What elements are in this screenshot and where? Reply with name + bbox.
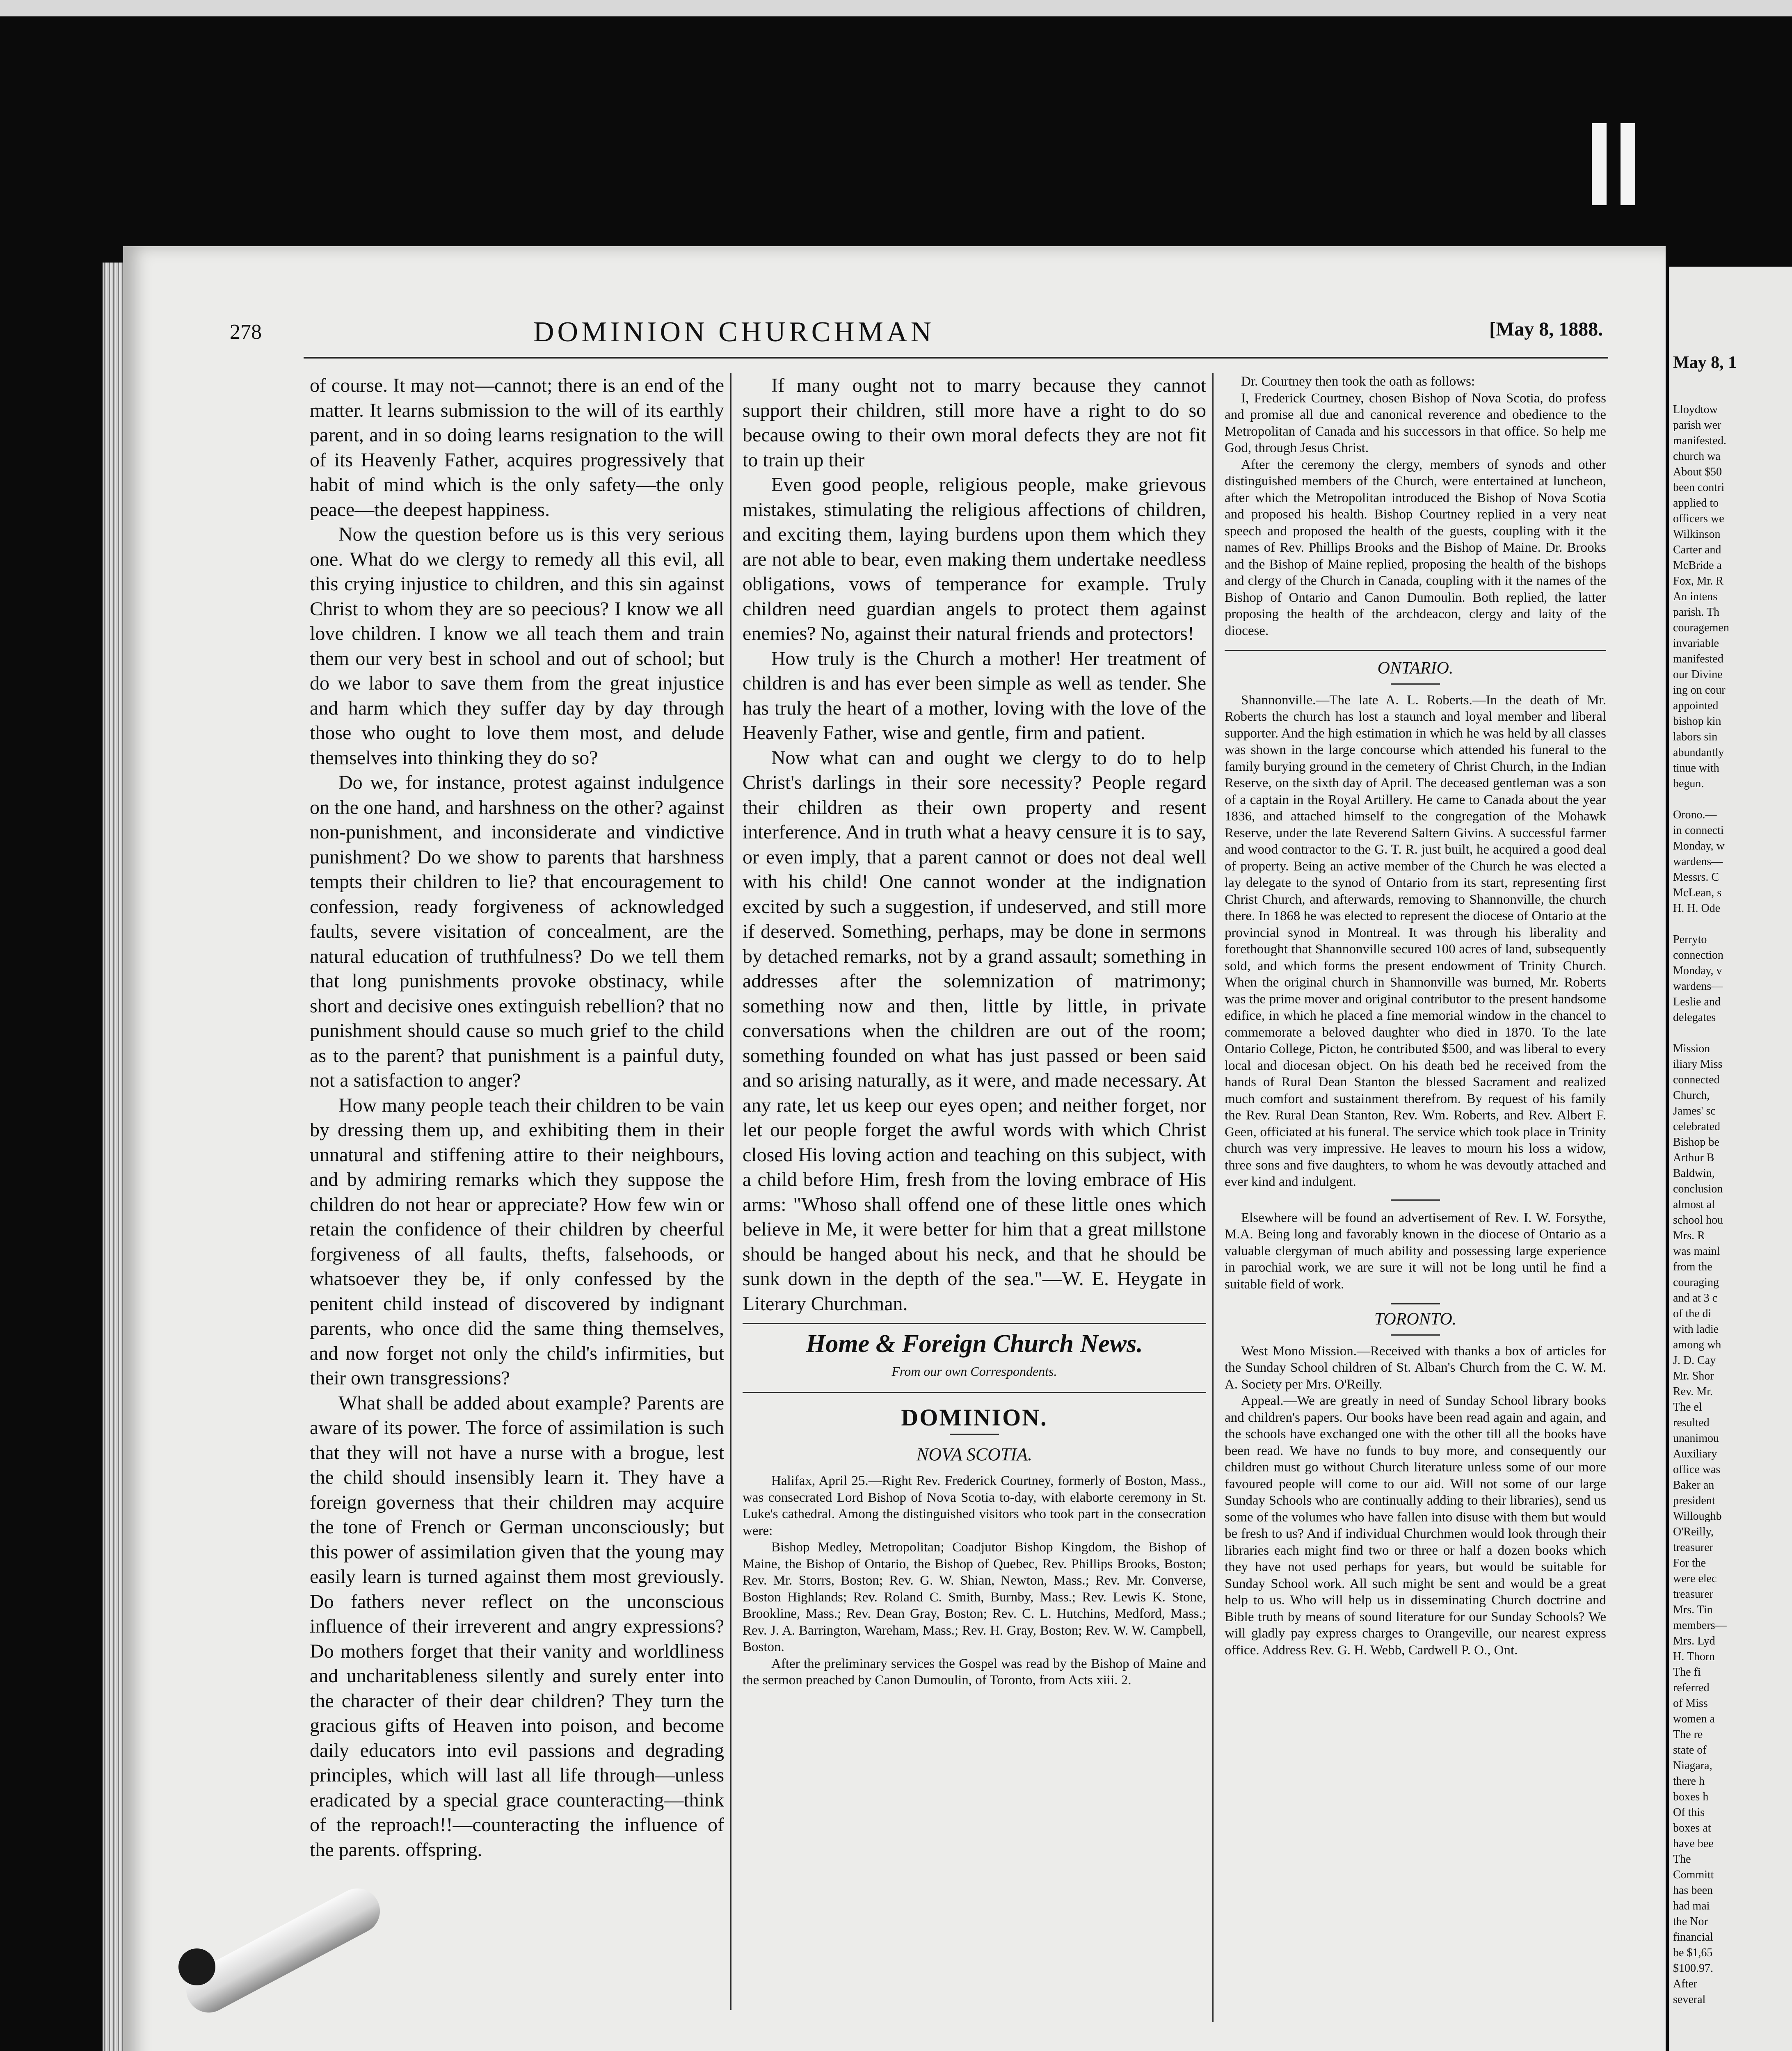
right-page-fragment bbox=[1669, 267, 1792, 2051]
column-divider bbox=[1212, 373, 1214, 2022]
short-rule bbox=[950, 1434, 999, 1435]
paragraph: After the preliminary services the Gospel was read by the Bishop of Maine and the sermon preached by Canon Dumoulin, of Toronto, from Acts xiii. 2. bbox=[743, 1656, 1206, 1688]
paragraph: Now the question before us is this very serious one. What do we clergy to remedy all this evil, all this crying injustice to children, and this sin against Christ to whom they are so peecious? I know we all love children. I know we all teach them and train them our very best in school and out of school; but do we labor to save them from the great injustice and harm which they suffer day by day through those who ought to love them most, and delude themselves into thinking they do so? bbox=[310, 523, 724, 769]
paragraph: Even good people, religious people, make grievous mistakes, stimulating the religious affections of children, and exciting them, laying burdens upon them which they are not able to bear, even making them undertake needless obligations, vows of temperance for example. Truly children need guardian angels to protect them against enemies? No, against their natural friends and protectors! bbox=[743, 474, 1206, 644]
paragraph: Bishop Medley, Metropolitan; Coadjutor Bishop Kingdom, the Bishop of Maine, the Bishop of Ontario, the Bishop of Quebec, Rev. Phillips Brooks, Boston; Rev. Mr. Storrs, Boston; Rev. G. W. Shian, Newton, Mass.; Rev. Mr. Converse, Boston Highlands; Rev. Roland C. Smith, Burnby, Mass.; Rev. Lewis K. Stone, Brookline, Mass.; Rev. Dean Gray, Boston; Rev. C. L. Hutchins, Medford, Mass.; Rev. J. A. Barrington, Wareham, Mass.; Rev. H. Gray, Boston; Rev. W. W. Campbell, Boston. bbox=[743, 1540, 1206, 1654]
pen-tip bbox=[178, 1948, 215, 1985]
page-date: [May 8, 1888. bbox=[1489, 318, 1603, 340]
paragraph: Halifax, April 25.—Right Rev. Frederick Courtney, formerly of Boston, Mass., was consecrated Lord Bishop of Nova Scotia to-day, with elaborte ceremony in St. Luke's cathedral. Among the distinguished visitors who took part in the consecration were: bbox=[743, 1473, 1206, 1538]
paragraph: Elsewhere will be found an advertisement of Rev. I. W. Forsythe, M.A. Being long and favorably known in the diocese of Ontario as a valuable clergyman of much ability and possessing large experience in parochial work, we are sure it will not be long until he find a suitable field of work. bbox=[1225, 1210, 1606, 1292]
paragraph: If many ought not to marry because they cannot support their children, still more have a right to do so because owing to their own moral defects they are not fit to train up their bbox=[743, 375, 1206, 471]
section-rule bbox=[743, 1392, 1206, 1393]
column-1 bbox=[310, 373, 724, 1862]
paragraph: I, Frederick Courtney, chosen Bishop of Nova Scotia, do profess and promise all due and canonical reverence and obedience to the Metropolitan of Canada and his successors in that office. So help me God, through Jesus Christ. bbox=[1225, 391, 1606, 455]
short-rule bbox=[1391, 1334, 1440, 1336]
section-rule bbox=[1225, 650, 1606, 651]
paragraph: What shall be added about example? Parents are aware of its power. The force of assimilation is such that they will not have a nurse with a brogue, lest the child should insensibly learn it. They have a foreign governess that their children may acquire the tone of French or German unconsciously; but this power of assimilation given that the young may easily learn is turned against them most greviously. Do fathers never reflect on the unconscious influence of their irreverent and angry expressions? Do mothers forget that their vanity and worldliness and uncharitableness silently and surely enter into the character of their dear children? They turn the gracious gifts of Heaven into poison, and become daily educators into evil passions and degrading principles, which will last all life through—unless eradicated by a special grace counteracting—think of the reproach!!—counteracting the influence of the parents. offspring. bbox=[310, 1392, 724, 1861]
running-head: DOMINION CHURCHMAN bbox=[533, 316, 935, 348]
page-number: 278 bbox=[230, 320, 262, 344]
paragraph: How many people teach their children to be vain by dressing them up, and exhibiting them in their unnatural and stiffening attire to their neighbours, and by admiring remarks which they suppose the children do not hear or appreciate? How few win or retain the confidence of their children by cheerful forgiveness of all faults, thefts, falsehoods, or whatsoever they be, if only confessed by the penitent child instead of discovered by indignant parents, who once did the same thing themselves, and now forget not only the child's infirmities, but their own transgressions? bbox=[310, 1094, 724, 1389]
section-heading-ontario: ONTARIO. bbox=[1377, 659, 1454, 678]
section-heading-nova-scotia: NOVA SCOTIA. bbox=[917, 1444, 1032, 1464]
paragraph: West Mono Mission.—Received with thanks a box of articles for the Sunday School children of St. Alban's Church from the C. W. M. A. Society per Mrs. O'Reilly. bbox=[1225, 1343, 1606, 1392]
short-rule bbox=[1391, 1199, 1440, 1201]
right-page-text: Lloydtow parish wer manifested. church wa About $50 been contri applied to officers we Wilkinson Carter and McBride a Fox, Mr. R An intens parish. Th couragemen invariable manifested our Divine ing on cour appointed bishop kin labors sin abundantly tinue with begun. Orono.— in connecti Monday, w wardens— Messrs. C McLean, s H. H. Ode Perryto connection Monday, v wardens— Leslie and delegates Mission iliary Miss connected Church, James' sc celebrated Bishop be Arthur B Baldwin, conclusion almost al school hou Mrs. R was mainl from the couraging and at 3 c of the di with ladie among wh J. D. Cay Mr. Shor Rev. Mr. The el resulted unanimou Auxiliary office was Baker an president Willoughb O'Reilly, treasurer For the were elec treasurer Mrs. Tin members— Mrs. Lyd H. Thorn The fi referred of Miss women a The re state of Niagara, there h boxes h Of this boxes at have bee The Committ has been had mai the Nor financial be $1,65 $100.97. After several bbox=[1673, 403, 1729, 2006]
paragraph: Now what can and ought we clergy to do to help Christ's darlings in their sore necessity? People regard their children as their own property and resent interference. And in truth what a heavy censure it is to say, or even imply, that a parent cannot or does not deal well with his child! One cannot wonder at the indignation excited by such a suggestion, if undeserved, and still more if deserved. Something, perhaps, may be done in sermons by detached remarks, not by a grand assault; something in addresses after the solemnization of matrimony; something now and then, little by little, in private conversations when the children are out of the room; something founded on what has just passed or been said and so arising naturally, as it were, and made necessary. At any rate, let us keep our eyes open; and neither forget, nor let our people forget the awful words with which Christ closed His loving action and teaching on this subject, with a child before Him, fresh from the loving embrace of His arms: "Whoso shall offend one of these little ones which believe in Me, it were better for him that a great millstone should be hanged about his neck, and that he should be sunk down in the depth of the sea."—W. E. Heygate in Literary Churchman. bbox=[743, 747, 1206, 1315]
section-rule bbox=[743, 1323, 1206, 1324]
paragraph: of course. It may not—cannot; there is an end of the matter. It learns submission to the will of its earthly parent, and in so doing learns resignation to the will of its Heavenly Father, acquires progressively that habit of mind which is the only safety—the only peace—the deepest happiness. bbox=[310, 375, 724, 521]
scan-marker bbox=[1592, 123, 1607, 205]
column-3 bbox=[1225, 373, 1606, 1658]
short-rule bbox=[1391, 1303, 1440, 1304]
header-rule bbox=[304, 357, 1608, 359]
paragraph: Shannonville.—The late A. L. Roberts.—In the death of Mr. Roberts the church has lost a staunch and loyal member and liberal supporter. And the high estimation in which he was held by all classes was shown in the large concourse which attended his funeral to the family burying ground in the cemetery of Christ Church, in the Indian Reserve, on the sixth day of April. The deceased gentleman was a son of a captain in the Royal Artillery. He came to Canada about the year 1836, and attached himself to the congregation of the Mohawk Reserve, under the late Reverend Saltern Givins. A successful farmer and wood contractor to the G. T. R. just built, he acquired a good deal of property. Being an active member of the Church he was elected a lay delegate to the synod of Ontario from its start, representing first Christ Church, and afterwards, removing to Shannonville, the church there. In 1868 he was elected to represent the diocese of Ontario at the provincial synod in Montreal. It was through his liberality and forethought that Shannonville secured 100 acres of land, subsequently sold, and which forms the present endowment of Trinity Church. When the original church in Shannonville was burned, Mr. Roberts was the prime mover and original contributor to the present handsome edifice, in which he placed a fine memorial window in the chancel to commemorate a beloved daughter who died in 1870. To the late Ontario College, Picton, he contributed $500, and was liberal to every local and diocesan object. On his death bed he received from the hands of Rural Dean Stanton the blessed Sacrament and realized much comfort and sustainment therefrom. By request of his family the Rev. Rural Dean Stanton, Rev. Wm. Roberts, and Rev. Albert F. Geen, officiated at his funeral. The service which took place in Trinity church was very impressive. He leaves to mourn his loss a widow, three sons and five daughters, to whom he was devoutly attached and ever kind and indulgent. bbox=[1225, 692, 1606, 1189]
scanner-frame bbox=[0, 0, 1792, 16]
column-divider bbox=[730, 373, 731, 2010]
paragraph: Appeal.—We are greatly in need of Sunday School library books and children's papers. Our books have been read again and again, and the schools have exchanged one with the other till all the books have been read. We have no funds to buy more, and consequently our children must go without Church literature unless some of our more favoured people will come to our aid. Will not some of our large Sunday Schools who are continually adding to their libraries), send us some of the volumes who have fallen into disuse with them but would be fresh to us? And if individual Churchmen would look through their libraries each might find two or three or half a dozen books which they have not used perhaps for years, but would be suitable for Sunday School work. All such might be sent and would be a great help to us. Who will help us in disseminating Church doctrine and Bible truth by means of sound literature for our Sunday Schools? We will gladly pay express charges to Orangeville, our nearest express office. Address Rev. G. H. Webb, Cardwell P. O., Ont. bbox=[1225, 1393, 1606, 1658]
scan-marker bbox=[1621, 123, 1635, 205]
right-page-header: May 8, 1 bbox=[1673, 353, 1737, 372]
news-subheading: From our own Correspondents. bbox=[891, 1364, 1057, 1379]
paragraph: Dr. Courtney then took the oath as follows: bbox=[1241, 374, 1475, 389]
column-2 bbox=[743, 373, 1206, 1689]
book-page-edges bbox=[103, 263, 125, 2051]
section-heading-dominion: DOMINION. bbox=[901, 1404, 1048, 1431]
paragraph: Do we, for instance, protest against indulgence on the one hand, and harshness on the other? against non-punishment, and inconsiderate and vindictive punishment? Do we show to parents that harshness tempts their children to lie? that encouragement to confession, ready forgiveness of acknowledged faults, severe visitation of concealment, are the natural education of truthfulness? Do we tell them that long punishments provoke obstinacy, while short and decisive ones extinguish rebellion? that no punishment should cause so much grief to the child as to the parent? that punishment is a painful duty, not a satisfaction to anger? bbox=[310, 772, 724, 1091]
short-rule bbox=[1391, 683, 1440, 685]
news-heading: Home & Foreign Church News. bbox=[806, 1330, 1143, 1358]
paragraph: How truly is the Church a mother! Her treatment of children is and has ever been simple as well as tender. She has truly the heart of a mother, loving with the love of the Heavenly Father, wise and gentle, firm and patient. bbox=[743, 647, 1206, 744]
section-heading-toronto: TORONTO. bbox=[1374, 1310, 1457, 1329]
paragraph: After the ceremony the clergy, members of synods and other distinguished members of the Church, were entertained at luncheon, after which the Metropolitan introduced the Bishop of Nova Scotia and proposed his health. Bishop Courtney replied in a very neat speech and proposed the health of the guests, coupling with it the names of Rev. Phillips Brooks and the Bishop of Maine. Dr. Brooks and the Bishop of Maine replied, proposing the health of the bishops and clergy of the Church in Canada, coupling with it the names of the Bishop of Ontario and Canon Dumoulin. Both replied, the latter proposing the health of the archdeacon, clergy and laity of the diocese. bbox=[1225, 457, 1606, 638]
